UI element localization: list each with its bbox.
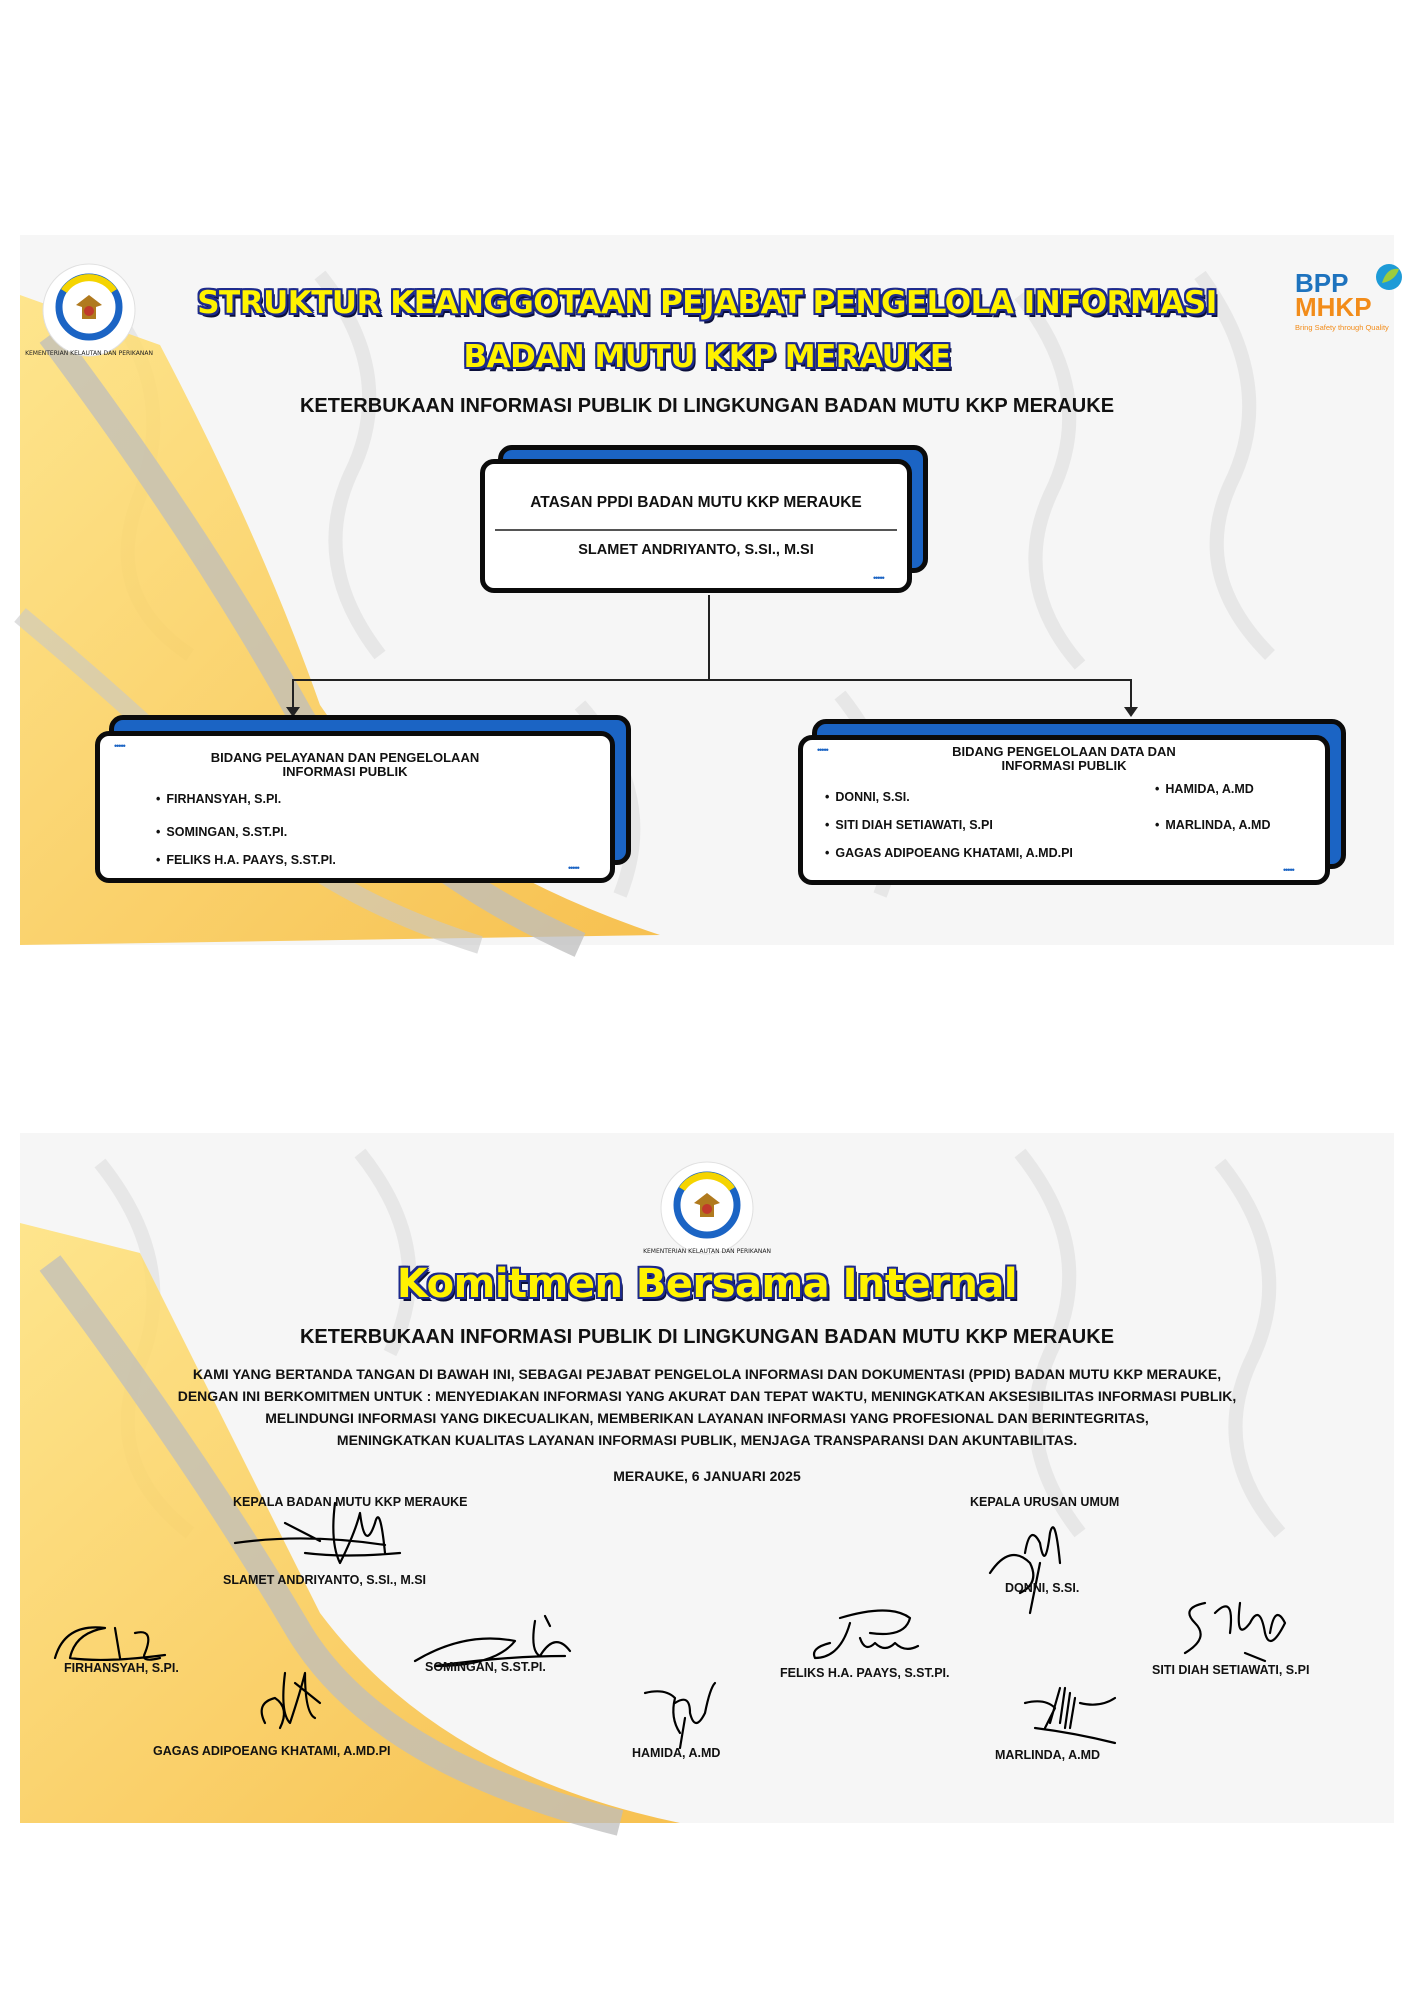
connector-horizontal [292,679,1132,681]
bpp-tagline: Bring Safety through Quality [1295,323,1389,332]
member: • FIRHANSYAH, S.PI. [156,792,281,806]
left-card-title-2: INFORMASI PUBLIK [282,764,408,779]
signatory-name: HAMIDA, A.MD [632,1746,721,1760]
card-body [95,731,615,883]
connector-vertical [708,595,710,680]
org-structure-panel [20,235,1394,945]
signature-slamet [225,1483,415,1583]
member: • SOMINGAN, S.ST.PI. [156,825,287,839]
commitment-title: Komitmen Bersama Internal [396,1261,1018,1307]
title-line-2: BADAN MUTU KKP MERAUKE [463,339,951,375]
dots-decoration: ••••• [1283,865,1294,875]
signature-marlinda [1005,1678,1125,1748]
bpp-logo-line2: MHKP [1295,292,1372,322]
signature-siti [1175,1583,1295,1673]
right-card-title-1: BIDANG PENGELOLAAN DATA DAN [952,744,1176,759]
signatory-name: MARLINDA, A.MD [995,1748,1101,1762]
signature-feliks [800,1598,930,1673]
card-divider [495,529,897,531]
panel1-subtitle: KETERBUKAAN INFORMASI PUBLIK DI LINGKUNGAN BADAN MUTU KKP MERAUKE [299,395,1115,417]
signatory-name: GAGAS ADIPOEANG KHATAMI, A.MD.PI [153,1744,391,1758]
top-card-title: ATASAN PPDI BADAN MUTU KKP MERAUKE [530,494,862,511]
top-card-name: SLAMET ANDRIYANTO, S.SI., M.SI [578,542,814,558]
signature-gagas [245,1663,335,1743]
signatory-name: SLAMET ANDRIYANTO, S.SI., M.SI [223,1573,427,1587]
signatory-name: FELIKS H.A. PAAYS, S.ST.PI. [780,1666,950,1680]
member: • HAMIDA, A.MD [1155,782,1254,796]
member: • MARLINDA, A.MD [1155,818,1270,832]
role-head: KEPALA BADAN MUTU KKP MERAUKE [233,1495,468,1509]
signatory-name: SITI DIAH SETIAWATI, S.PI [1152,1663,1310,1677]
signature-hamida [635,1673,725,1753]
bpp-logo-line1: BPP [1295,268,1349,298]
dots-decoration: ••••• [114,741,125,751]
paragraph-line: MELINDUNGI INFORMASI YANG DIKECUALIKAN, MEMBERIKAN LAYANAN INFORMASI YANG PROFESIONAL DAN BERINTEGRITAS, [265,1410,1149,1426]
paragraph-line: MENINGKATKAN KUALITAS LAYANAN INFORMASI PUBLIK, MENJAGA TRANSPARANSI DAN AKUNTABILITAS. [336,1432,1078,1448]
commitment-panel [20,1133,1394,1823]
dots-decoration: ••••• [873,573,884,583]
place-date: MERAUKE, 6 JANUARI 2025 [613,1468,801,1484]
member: • SITI DIAH SETIAWATI, S.PI [825,818,993,832]
card-body [798,735,1330,885]
card-body [480,459,912,593]
member: • FELIKS H.A. PAAYS, S.ST.PI. [156,853,336,867]
member: • GAGAS ADIPOEANG KHATAMI, A.MD.PI [825,846,1073,860]
left-card-title-1: BIDANG PELAYANAN DAN PENGELOLAAN [210,750,480,765]
dots-decoration: ••••• [817,745,828,755]
top-card [480,445,930,595]
signature-donni [970,1503,1100,1623]
signatory-name: FIRHANSYAH, S.PI. [64,1661,179,1675]
signatory-name: SOMINGAN, S.ST.PI. [425,1660,546,1674]
right-card-title-2: INFORMASI PUBLIK [1001,758,1127,773]
kkp-ring-text: KEMENTERIAN KELAUTAN DAN PERIKANAN [643,1248,771,1255]
kkp-ring-text: KEMENTERIAN KELAUTAN DAN PERIKANAN [25,350,153,357]
member: • DONNI, S.SI. [825,790,910,804]
role-general: KEPALA URUSAN UMUM [970,1495,1120,1509]
paragraph-line: KAMI YANG BERTANDA TANGAN DI BAWAH INI, SEBAGAI PEJABAT PENGELOLA INFORMASI DAN DOKUMENTASI (PPID) BADAN MUTU KKP MERAUKE, [192,1366,1222,1382]
arrow-down-icon [1124,707,1138,717]
signatory-name: DONNI, S.SI. [1005,1581,1080,1595]
left-card [95,715,640,885]
commitment-paragraph [80,1363,1334,1451]
right-card [798,719,1358,889]
kkp-logo [643,1153,771,1263]
panel2-subtitle: KETERBUKAAN INFORMASI PUBLIK DI LINGKUNGAN BADAN MUTU KKP MERAUKE [299,1326,1115,1348]
paragraph-line: DENGAN INI BERKOMITMEN UNTUK : MENYEDIAKAN INFORMASI YANG AKURAT DAN TEPAT WAKTU, MENINGKATKAN AKSESIBILITAS INFORMASI PUBLIK, [177,1388,1237,1404]
dots-decoration: ••••• [568,863,579,873]
title-line-1: STRUKTUR KEANGGOTAAN PEJABAT PENGELOLA INFORMASI [197,285,1217,321]
